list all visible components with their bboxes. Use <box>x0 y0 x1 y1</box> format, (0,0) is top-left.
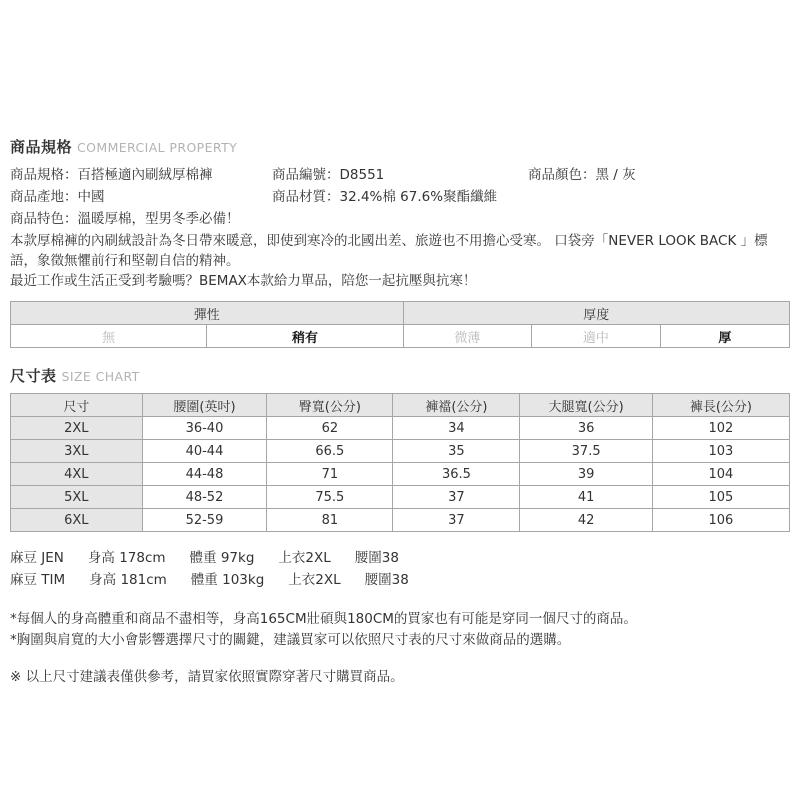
size-cell: 40-44 <box>142 440 267 463</box>
spec-feature-label: 商品特色： <box>10 211 78 227</box>
disclaimer-line: *每個人的身高體重和商品不盡相等，身高165CM壯碩與180CM的買家也有可能是穿同一個尺寸的商品。 <box>10 611 637 627</box>
size-cell: 36 <box>520 417 652 440</box>
thickness-option-medium: 適中 <box>532 325 661 348</box>
size-cell: 39 <box>520 463 652 486</box>
size-cell: 3XL <box>11 440 143 463</box>
model-info-tim <box>10 569 790 591</box>
size-cell: 41 <box>520 486 652 509</box>
spec-material <box>272 186 790 208</box>
size-cell: 48-52 <box>142 486 267 509</box>
spec-name-value: 百搭極適內刷絨厚棉褲 <box>77 167 213 183</box>
size-header-crotch: 褲襠(公分) <box>393 394 520 417</box>
model-waist: 腰圍38 <box>364 572 409 588</box>
size-header-size: 尺寸 <box>11 394 143 417</box>
model-weight: 體重 97kg <box>189 550 255 566</box>
size-cell: 2XL <box>11 417 143 440</box>
model-name: 麻豆 TIM <box>10 572 66 588</box>
spec-code-value: D8551 <box>339 167 385 183</box>
spec-color-value: 黑 / 灰 <box>595 167 636 183</box>
size-header-length: 褲長(公分) <box>652 394 789 417</box>
elasticity-header: 彈性 <box>11 302 404 325</box>
size-chart-header-row <box>11 394 790 417</box>
size-cell: 37 <box>393 509 520 532</box>
size-chart-title-zh: 尺寸表 <box>10 367 57 385</box>
size-cell: 34 <box>393 417 520 440</box>
spec-origin <box>10 186 272 208</box>
size-row-6xl <box>11 509 790 532</box>
spec-name <box>10 164 272 186</box>
spec-color-label: 商品顏色： <box>528 167 596 183</box>
spec-code <box>272 164 528 186</box>
model-weight: 體重 103kg <box>190 572 265 588</box>
spec-origin-value: 中國 <box>77 189 105 205</box>
spec-code-label: 商品編號： <box>272 167 340 183</box>
size-cell: 81 <box>267 509 393 532</box>
size-cell: 75.5 <box>267 486 393 509</box>
size-row-4xl <box>11 463 790 486</box>
product-description: 本款厚棉褲的內刷絨設計為冬日帶來暖意，即使到寒冷的北國出差、旅遊也不用擔心受寒。 口袋旁「NEVER LOOK BACK 」標語，象徵無懼前行和堅韌自信的精神。 <box>10 233 768 269</box>
spec-row-2 <box>10 186 790 208</box>
thickness-option-thick: 厚 <box>660 325 789 348</box>
disclaimer-line: *胸圍與肩寬的大小會影響選擇尺寸的關鍵，建議買家可以依照尺寸表的尺寸來做商品的選購。 <box>10 632 571 648</box>
size-row-5xl <box>11 486 790 509</box>
spec-color <box>528 164 790 186</box>
product-spec-rows <box>10 164 790 230</box>
model-name: 麻豆 JEN <box>10 550 64 566</box>
spec-feature-value: 溫暖厚棉，型男冬季必備！ <box>77 211 240 227</box>
product-section-title-en: COMMERCIAL PROPERTY <box>77 140 238 155</box>
size-cell: 104 <box>652 463 789 486</box>
elasticity-option-none: 無 <box>11 325 207 348</box>
product-section-title <box>10 136 790 157</box>
size-cell: 37.5 <box>520 440 652 463</box>
model-height: 身高 178cm <box>87 550 166 566</box>
model-info <box>10 547 790 591</box>
spec-row-3 <box>10 208 790 230</box>
size-chart-title-en: SIZE CHART <box>61 369 140 384</box>
size-row-3xl <box>11 440 790 463</box>
model-height: 身高 181cm <box>89 572 167 588</box>
product-section-title-zh: 商品規格 <box>10 138 73 156</box>
size-chart-title <box>10 365 790 386</box>
size-disclaimers <box>10 609 790 651</box>
size-cell: 4XL <box>11 463 143 486</box>
spec-feature <box>10 208 790 230</box>
size-cell: 52-59 <box>142 509 267 532</box>
size-cell: 5XL <box>11 486 143 509</box>
attributes-value-row <box>11 325 790 348</box>
size-cell: 71 <box>267 463 393 486</box>
model-top-size: 上衣2XL <box>278 550 331 566</box>
size-cell: 42 <box>520 509 652 532</box>
attributes-table <box>10 301 790 348</box>
size-cell: 66.5 <box>267 440 393 463</box>
final-disclaimer: ※ 以上尺寸建議表僅供參考，請買家依照實際穿著尺寸購買商品。 <box>10 669 404 685</box>
thickness-option-thin: 微薄 <box>403 325 532 348</box>
size-header-thigh: 大腿寬(公分) <box>520 394 652 417</box>
size-row-2xl <box>11 417 790 440</box>
size-cell: 36-40 <box>142 417 267 440</box>
size-cell: 62 <box>267 417 393 440</box>
spec-origin-label: 商品產地： <box>10 189 78 205</box>
product-description-line2: 最近工作或生活正受到考驗嗎？BEMAX本款給力單品，陪您一起抗壓與抗寒！ <box>10 273 477 289</box>
elasticity-option-slight: 稍有 <box>207 325 403 348</box>
spec-material-label: 商品材質： <box>272 189 340 205</box>
size-header-hip: 臀寬(公分) <box>267 394 393 417</box>
model-top-size: 上衣2XL <box>288 572 341 588</box>
size-cell: 37 <box>393 486 520 509</box>
thickness-header: 厚度 <box>403 302 789 325</box>
size-cell: 102 <box>652 417 789 440</box>
size-cell: 6XL <box>11 509 143 532</box>
spec-name-label: 商品規格： <box>10 167 78 183</box>
spec-material-value: 32.4%棉 67.6%聚酯纖維 <box>339 189 498 205</box>
size-cell: 35 <box>393 440 520 463</box>
size-header-waist: 腰圍(英吋) <box>142 394 267 417</box>
size-cell: 106 <box>652 509 789 532</box>
size-cell: 105 <box>652 486 789 509</box>
size-cell: 36.5 <box>393 463 520 486</box>
spec-row-1 <box>10 164 790 186</box>
attributes-header-row <box>11 302 790 325</box>
size-cell: 44-48 <box>142 463 267 486</box>
size-chart-table <box>10 393 790 532</box>
model-info-jen <box>10 547 790 569</box>
size-cell: 103 <box>652 440 789 463</box>
model-waist: 腰圍38 <box>354 550 399 566</box>
